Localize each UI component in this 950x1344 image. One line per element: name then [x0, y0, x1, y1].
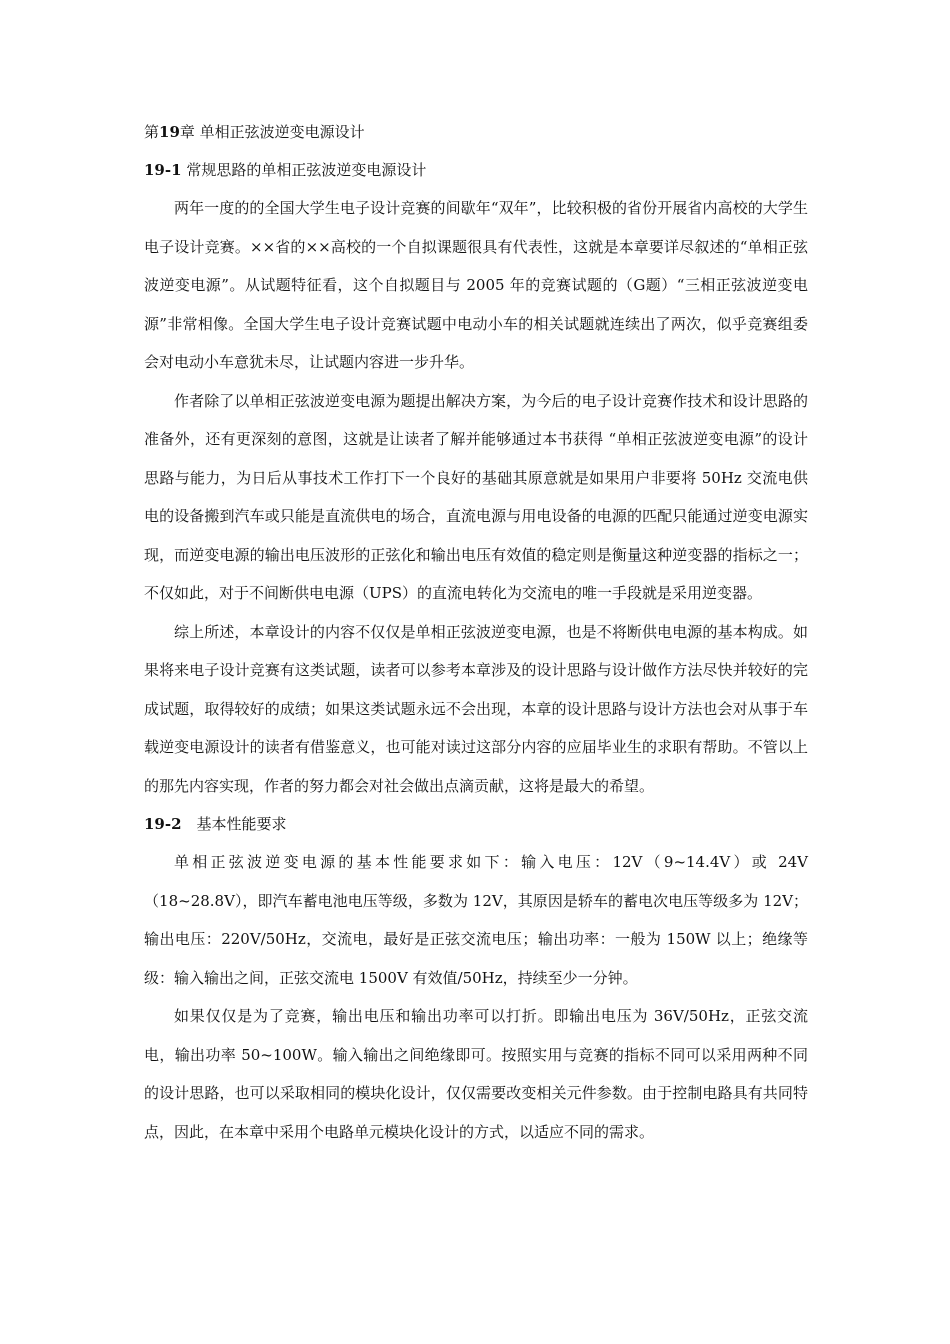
chapter-suffix: 章 单相正弦波逆变电源设计 — [179, 123, 365, 141]
section-title: 常规思路的单相正弦波逆变电源设计 — [181, 161, 427, 179]
section-title: 基本性能要求 — [181, 815, 287, 833]
section-heading-19-1 — [144, 151, 808, 189]
page-content — [144, 113, 808, 1151]
paragraph: 如果仅仅是为了竞赛，输出电压和输出功率可以打折。即输出电压为 36V/50Hz，正弦交流电，输出功率 50~100W。输入输出之间绝缘即可。按照实用与竞赛的指标不同可以采用两种不同的设计思路，也可以采取相同的模块化设计，仅仅需要改变相关元件参数。由于控制电路具有共同特点，因此，在本章中采用个电路单元模块化设计的方式，以适应不同的需求。 — [144, 1007, 808, 1141]
section-heading-19-2 — [144, 805, 808, 843]
chapter-number: 19 — [159, 123, 180, 141]
chapter-prefix: 第 — [144, 123, 160, 141]
paragraph: 两年一度的的全国大学生电子设计竞赛的间歇年“双年”，比较积极的省份开展省内高校的大学生电子设计竞赛。××省的××高校的一个自拟课题很具有代表性，这就是本章要详尽叙述的“单相正弦波逆变电源”。从试题特征看，这个自拟题目与 2005 年的竞赛试题的（G题）“三相正弦波逆变电源”非常相像。全国大学生电子设计竞赛试题中电动小车的相关试题就连续出了两次，似乎竞赛组委会对电动小车意犹未尽，让试题内容进一步升华。 — [144, 199, 808, 371]
paragraph: 作者除了以单相正弦波逆变电源为题提出解决方案，为今后的电子设计竞赛作技术和设计思路的准备外，还有更深刻的意图，这就是让读者了解并能够通过本书获得 “单相正弦波逆变电源”的设计思路与能力，为日后从事技术工作打下一个良好的基础其原意就是如果用户非要将 50Hz 交流电供电的设备搬到汽车或只能是直流供电的场合，直流电源与用电设备的电源的匹配只能通过逆变电源实现，而逆变电源的输出电压波形的正弦化和输出电压有效值的稳定则是衡量这种逆变器的指标之一；不仅如此，对于不间断供电电源（UPS）的直流电转化为交流电的唯一手段就是采用逆变器。 — [144, 391, 808, 602]
chapter-title — [144, 113, 808, 151]
paragraph: 单相正弦波逆变电源的基本性能要求如下：输入电压：12V（9~14.4V）或 24V（18~28.8V），即汽车蓄电池电压等级，多数为 12V，其原因是轿车的蓄电次电压等级多为 12V；输出电压：220V/50Hz，交流电，最好是正弦交流电压；输出功率：一般为 150W 以上；绝缘等级：输入输出之间，正弦交流电 1500V 有效值/50Hz，持续至少一分钟。 — [144, 853, 808, 987]
section-number: 19-1 — [144, 161, 182, 179]
paragraph: 综上所述，本章设计的内容不仅仅是单相正弦波逆变电源，也是不将断供电电源的基本构成。如果将来电子设计竞赛有这类试题，读者可以参考本章涉及的设计思路与设计做作方法尽快并较好的完成试题，取得较好的成绩；如果这类试题永远不会出现，本章的设计思路与设计方法也会对从事于车载逆变电源设计的读者有借鉴意义，也可能对读过这部分内容的应届毕业生的求职有帮助。不管以上的那先内容实现，作者的努力都会对社会做出点滴贡献，这将是最大的希望。 — [144, 622, 808, 795]
section-number: 19-2 — [144, 815, 182, 833]
